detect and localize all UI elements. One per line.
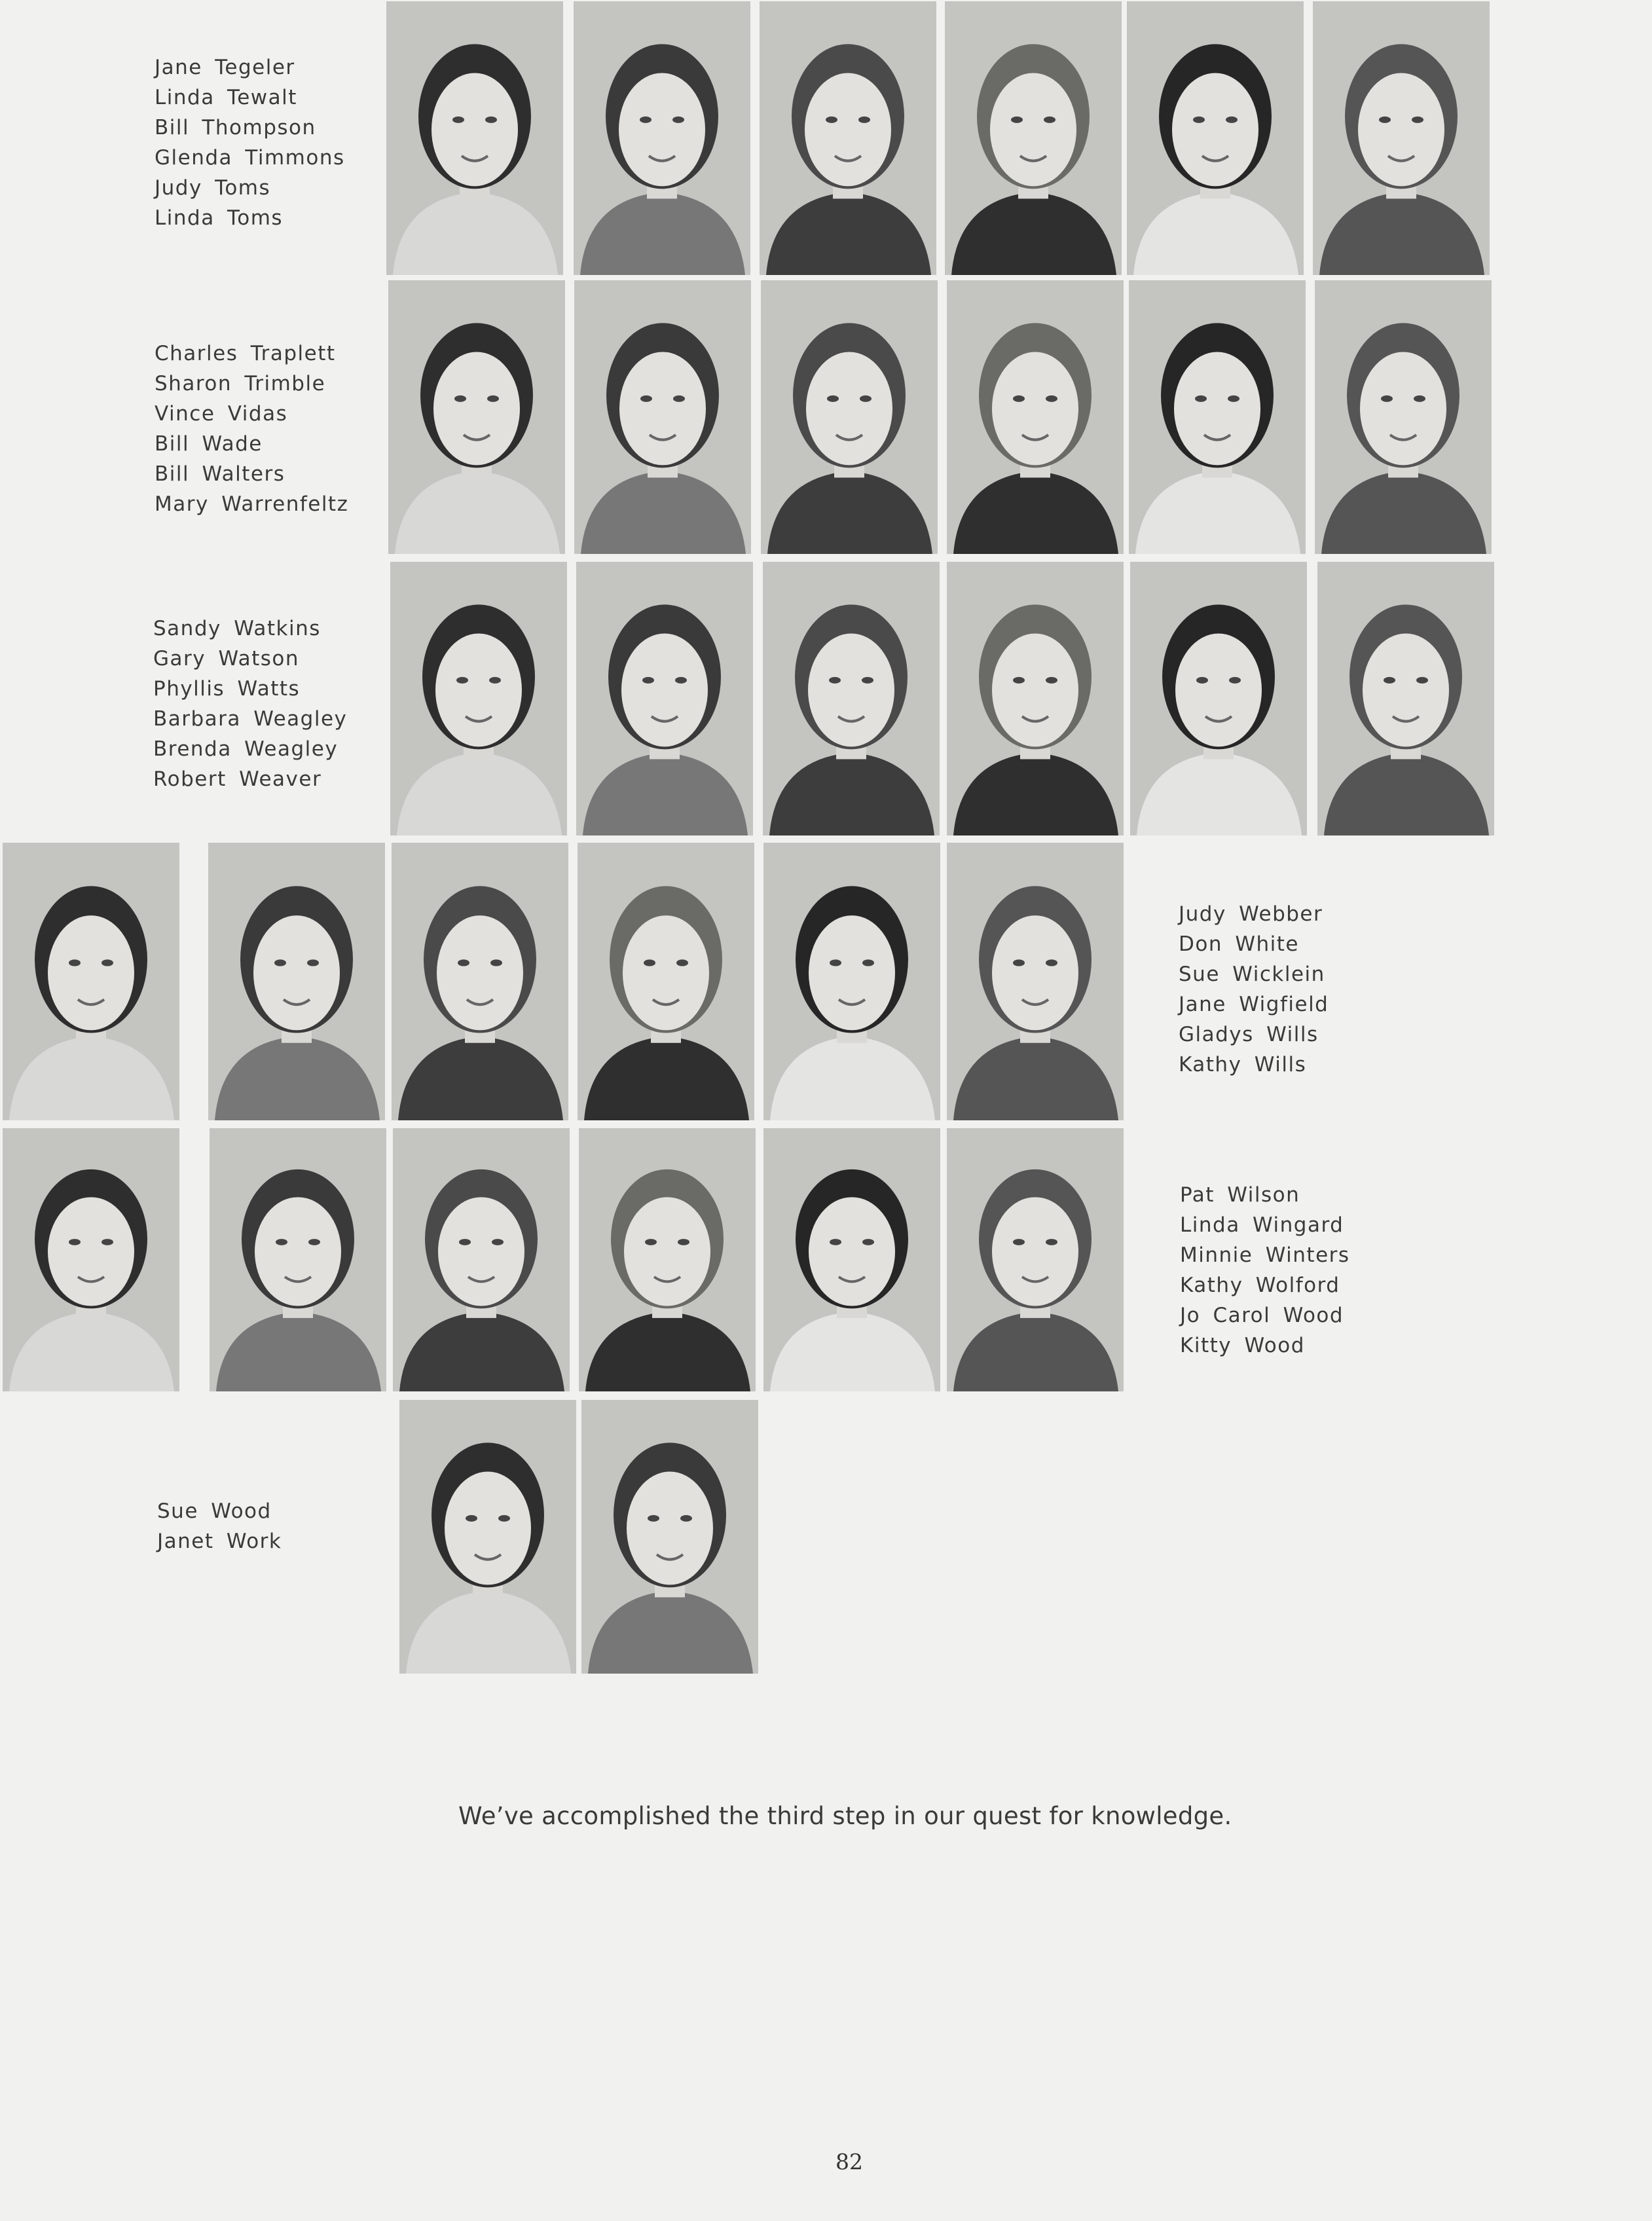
student-portrait — [763, 562, 940, 835]
student-name: Kitty Wood — [1180, 1334, 1305, 1357]
student-name: Linda Toms — [155, 206, 284, 230]
student-name: Glenda Timmons — [155, 146, 345, 170]
student-name: Kathy Wolford — [1180, 1274, 1340, 1297]
student-portrait — [208, 843, 385, 1120]
student-name: Charles Traplett — [155, 342, 336, 365]
student-name: Janet Work — [157, 1530, 282, 1553]
student-name: Linda Wingard — [1180, 1213, 1344, 1237]
student-portrait — [1127, 1, 1304, 275]
student-name: Judy Toms — [155, 176, 271, 200]
student-name: Bill Thompson — [155, 116, 316, 139]
student-portrait — [947, 1128, 1124, 1391]
student-portrait — [1315, 280, 1492, 554]
student-portrait — [574, 1, 750, 275]
student-portrait — [947, 562, 1124, 835]
student-portrait — [388, 280, 565, 554]
student-portrait — [392, 843, 568, 1120]
name-list-row-5 — [1180, 1180, 1350, 1361]
student-name: Kathy Wills — [1179, 1053, 1307, 1076]
student-portrait — [574, 280, 751, 554]
name-list-row-4 — [1179, 899, 1329, 1080]
student-name: Sue Wicklein — [1179, 963, 1325, 986]
student-portrait — [1313, 1, 1490, 275]
student-portrait — [579, 1128, 756, 1391]
student-name: Linda Tewalt — [155, 86, 297, 109]
student-name: Sharon Trimble — [155, 372, 326, 395]
student-name: Judy Webber — [1179, 902, 1323, 926]
name-list-row-1 — [155, 52, 345, 233]
student-portrait — [386, 1, 563, 275]
student-portrait — [945, 1, 1122, 275]
student-portrait — [390, 562, 567, 835]
student-name: Mary Warrenfeltz — [155, 492, 349, 516]
student-name: Minnie Winters — [1180, 1243, 1350, 1267]
student-portrait — [1129, 280, 1306, 554]
student-name: Don White — [1179, 932, 1299, 956]
student-name: Jo Carol Wood — [1180, 1304, 1344, 1327]
student-portrait — [3, 843, 179, 1120]
student-portrait — [761, 280, 938, 554]
student-name: Sandy Watkins — [153, 617, 321, 640]
student-portrait — [947, 280, 1124, 554]
student-name: Barbara Weagley — [153, 707, 348, 731]
student-portrait — [760, 1, 936, 275]
student-name: Pat Wilson — [1180, 1183, 1300, 1207]
student-portrait — [947, 843, 1124, 1120]
student-name: Bill Walters — [155, 462, 285, 486]
student-portrait — [210, 1128, 386, 1391]
student-portrait — [576, 562, 753, 835]
student-name: Bill Wade — [155, 432, 263, 456]
student-portrait — [763, 1128, 940, 1391]
student-name: Gary Watson — [153, 647, 300, 670]
student-name: Sue Wood — [157, 1499, 272, 1523]
student-name: Vince Vidas — [155, 402, 288, 426]
name-list-row-6 — [157, 1496, 282, 1556]
student-name: Brenda Weagley — [153, 737, 339, 761]
student-name: Phyllis Watts — [153, 677, 301, 701]
name-list-row-3 — [153, 614, 347, 794]
page-number: 82 — [835, 2149, 863, 2175]
student-name: Gladys Wills — [1179, 1023, 1319, 1046]
student-portrait — [399, 1400, 576, 1674]
student-portrait — [393, 1128, 570, 1391]
student-portrait — [578, 843, 754, 1120]
student-portrait — [3, 1128, 179, 1391]
student-portrait — [1317, 562, 1494, 835]
student-portrait — [1130, 562, 1307, 835]
student-portrait — [581, 1400, 758, 1674]
student-name: Robert Weaver — [153, 767, 322, 791]
student-name: Jane Wigfield — [1179, 993, 1329, 1016]
student-name: Jane Tegeler — [155, 56, 295, 79]
page-caption: We’ve accomplished the third step in our quest for knowledge. — [458, 1802, 1232, 1830]
name-list-row-2 — [155, 339, 348, 519]
student-portrait — [763, 843, 940, 1120]
